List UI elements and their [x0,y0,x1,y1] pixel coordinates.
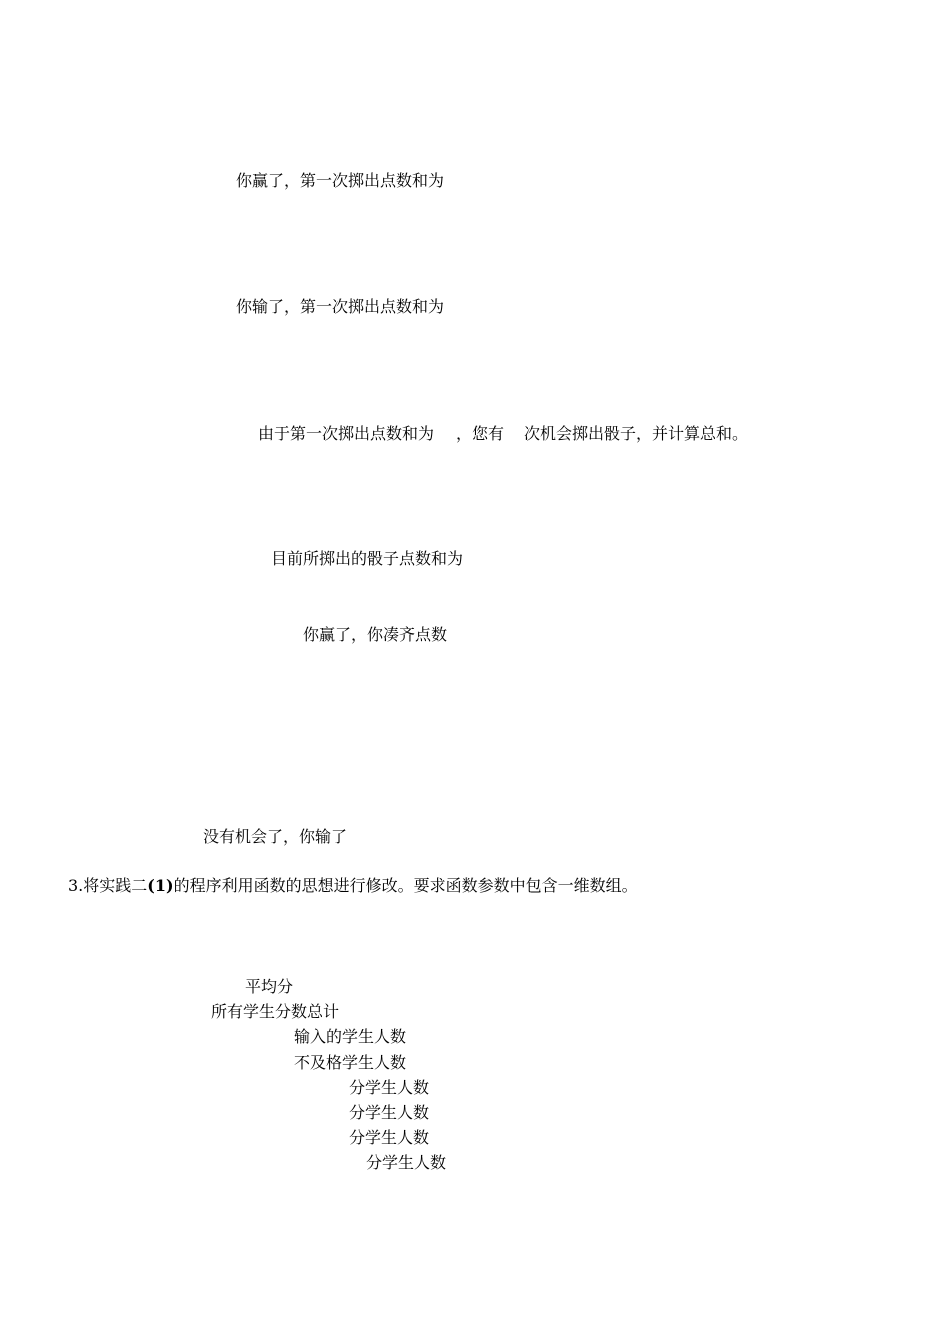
score-band-label-1: 分学生人数 [349,1078,430,1097]
chances-text-part3: 次机会掷出骰子，并计算总和。 [524,424,749,443]
average-label: 平均分 [245,977,294,996]
score-band-label-2: 分学生人数 [349,1103,430,1122]
win-first-roll-text: 你赢了，第一次掷出点数和为 [236,171,445,190]
task-text-after: 的程序利用函数的思想进行修改。要求函数参数中包含一维数组。 [173,876,638,895]
chances-text-part2: ，您有 [456,424,505,443]
input-count-label: 输入的学生人数 [294,1027,407,1046]
total-score-label: 所有学生分数总计 [211,1002,340,1021]
fail-count-label: 不及格学生人数 [294,1053,407,1072]
score-band-label-3: 分学生人数 [349,1128,430,1147]
chances-text-part1: 由于第一次掷出点数和为 [258,424,435,443]
current-sum-text: 目前所掷出的骰子点数和为 [271,549,464,568]
score-band-label-4: 分学生人数 [366,1153,447,1172]
task-number: 3. [68,876,84,895]
lose-first-roll-text: 你输了，第一次掷出点数和为 [236,297,445,316]
task-instruction [68,876,638,896]
task-ref: (1) [147,876,174,895]
task-text-before: 将实践二 [83,876,148,895]
win-matched-text: 你赢了，你凑齐点数 [303,625,448,644]
no-chance-lose-text: 没有机会了，你输了 [203,827,348,846]
